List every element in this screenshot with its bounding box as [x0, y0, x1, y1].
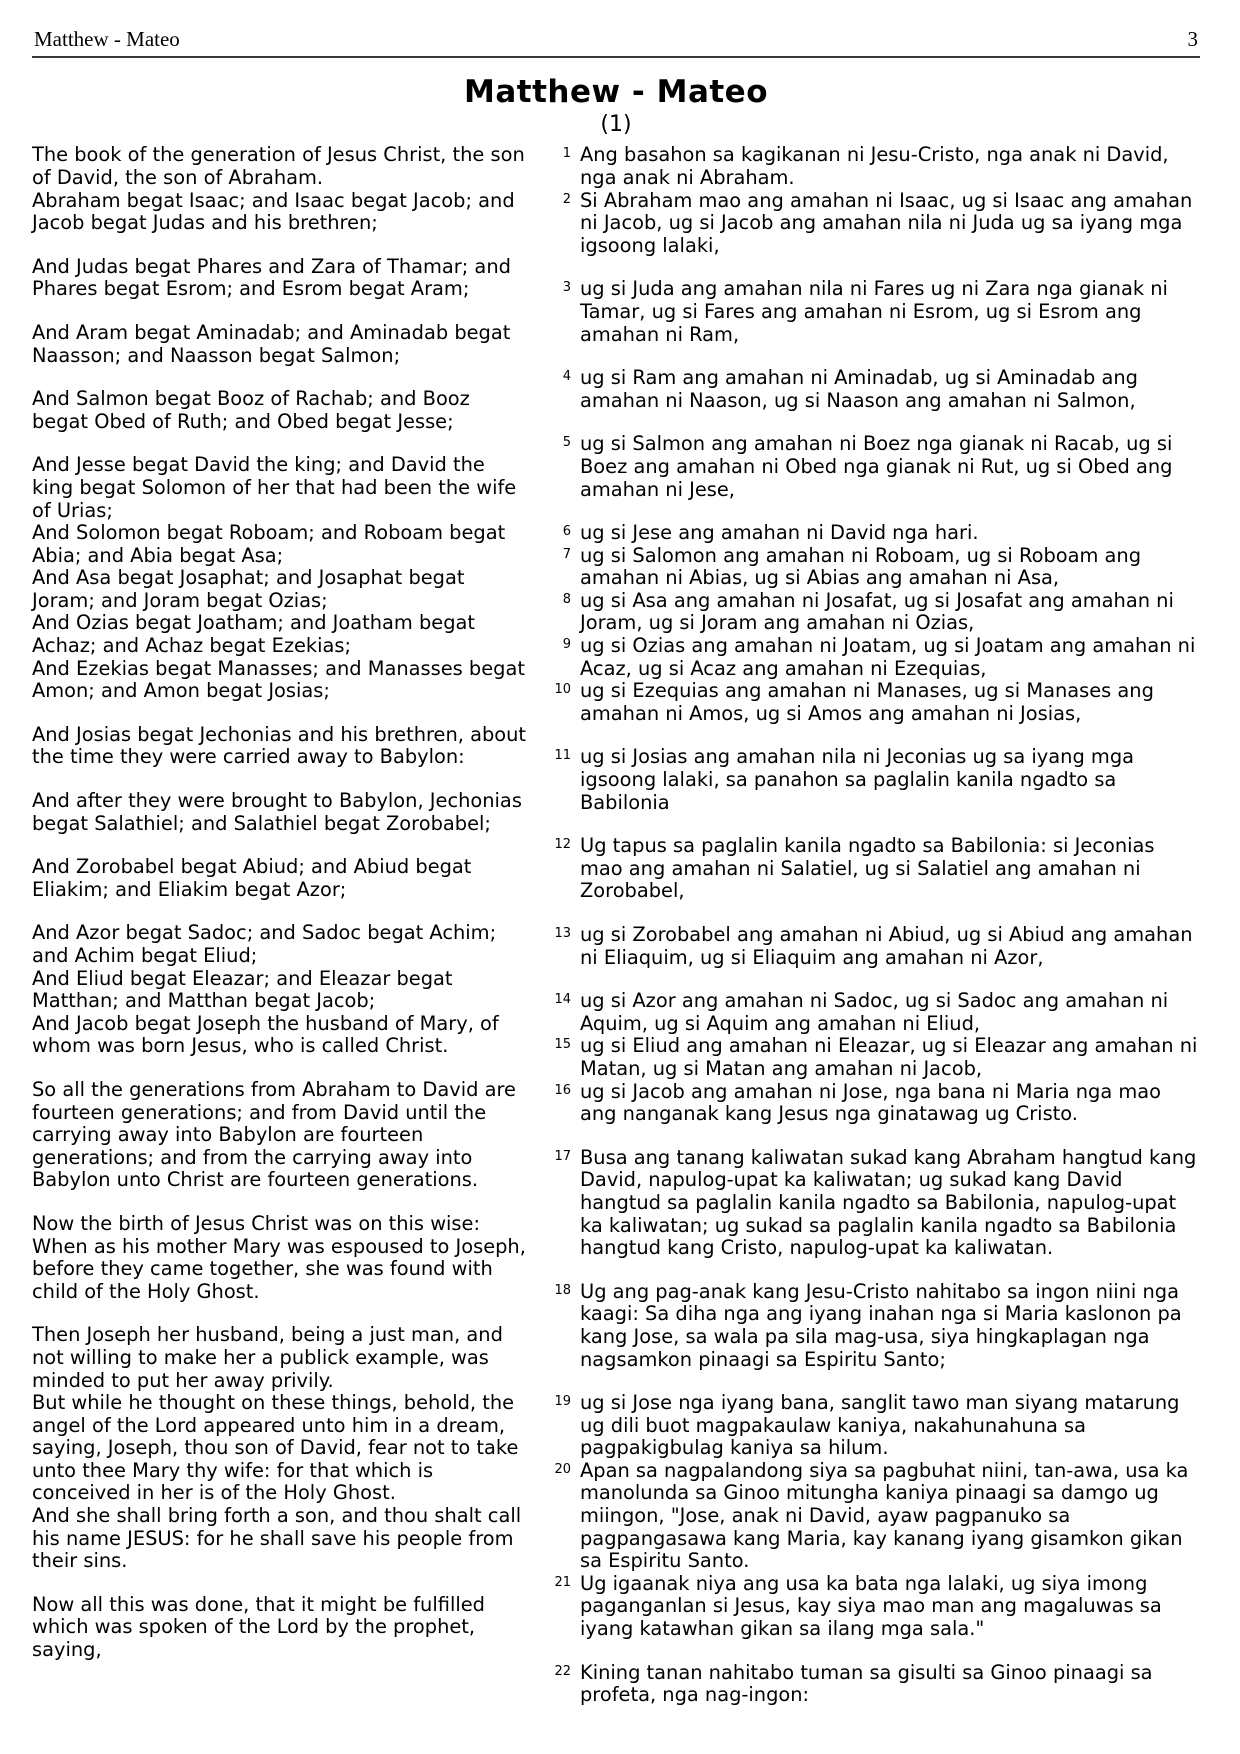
verse-row-cebuano — [542, 522, 1200, 545]
page-title: Matthew - Mateo — [464, 74, 768, 111]
verse-text-cebuano: Ug igaanak niya ang usa ka bata nga lalaki, ug siya imong paganganlan si Jesus, kay siya mao man ang magaluwas sa iyang katawhan gikan sa ilang mga sala." — [580, 1571, 1162, 1641]
verse-row-english — [32, 1213, 530, 1303]
verse-number: 12 — [554, 837, 571, 853]
verse-text-cebuano: ug si Jese ang amahan ni David nga hari. — [580, 521, 979, 545]
verse-row-cebuano — [542, 924, 1200, 969]
verse-row-cebuano — [542, 433, 1200, 501]
verse-row-cebuano — [542, 144, 1200, 189]
chapter-marker: (1) — [600, 112, 632, 138]
verse-row-english — [32, 322, 530, 367]
bilingual-body — [32, 144, 1200, 1706]
verse-row-cebuano — [542, 1035, 1200, 1080]
verse-number: 11 — [554, 748, 571, 764]
verse-text-english: Now all this was done, that it might be fulfilled which was spoken of the Lord by the prophet, saying, — [32, 1592, 485, 1662]
verse-row-english — [32, 256, 530, 301]
verse-number: 15 — [554, 1037, 571, 1053]
verse-text-cebuano: ug si Ezequias ang amahan ni Manases, ug si Manases ang amahan ni Amos, ug si Amos ang amahan ni Josias, — [580, 679, 1154, 725]
verse-number: 10 — [554, 682, 571, 698]
verse-number: 17 — [554, 1148, 571, 1164]
verse-number: 16 — [554, 1082, 571, 1098]
verse-row-english — [32, 1505, 530, 1573]
verse-number: 9 — [562, 637, 571, 653]
verse-row-cebuano — [542, 835, 1200, 903]
verse-row-cebuano — [542, 1081, 1200, 1126]
verse-text-cebuano: ug si Josias ang amahan nila ni Jeconias ug sa iyang mga igsoong lalaki, sa panahon sa paglalin kanila ngadto sa Babilonia — [580, 745, 1135, 814]
verse-text-cebuano: ug si Zorobabel ang amahan ni Abiud, ug si Abiud ang amahan ni Eliaquim, ug si Eliaquim ang amahan ni Azor, — [580, 923, 1193, 969]
running-header — [32, 28, 1200, 58]
verse-row-cebuano — [542, 545, 1200, 590]
verse-row-cebuano — [542, 680, 1200, 725]
verse-row-english — [32, 1079, 530, 1192]
verse-row-cebuano — [542, 190, 1200, 258]
verse-row-english — [32, 1392, 530, 1505]
verse-number: 6 — [562, 524, 571, 540]
verse-row-english — [32, 856, 530, 901]
verse-number: 8 — [562, 591, 571, 607]
verse-text-english: And Ezekias begat Manasses; and Manasses begat Amon; and Amon begat Josias; — [32, 656, 525, 703]
verse-row-english — [32, 724, 530, 769]
verse-text-english: But while he thought on these things, behold, the angel of the Lord appeared unto him in a dream, saying, Joseph, thou son of David, fear not to take unto thee Mary thy wife: for that which is conceived in her is of the Holy Ghost. — [32, 1391, 519, 1505]
cebuano-column — [542, 144, 1200, 1706]
verse-number: 21 — [554, 1574, 571, 1590]
verse-text-english: And Azor begat Sadoc; and Sadoc begat Achim; and Achim begat Eliud; — [32, 921, 497, 967]
verse-row-cebuano — [542, 590, 1200, 635]
verse-text-cebuano: ug si Ram ang amahan ni Aminadab, ug si Aminadab ang amahan ni Naason, ug si Naason ang amahan ni Salmon, — [580, 366, 1138, 412]
verse-number: 13 — [554, 926, 571, 941]
verse-number: 20 — [554, 1461, 571, 1477]
verse-row-cebuano — [542, 1147, 1200, 1260]
verse-number: 14 — [554, 992, 571, 1008]
verse-row-english — [32, 1324, 530, 1392]
verse-text-cebuano: Si Abraham mao ang amahan ni Isaac, ug si Isaac ang amahan ni Jacob, ug si Jacob ang amahan nila ni Juda ug sa iyang mga igsoong lalaki, — [580, 188, 1193, 257]
verse-text-cebuano: ug si Salomon ang amahan ni Roboam, ug si Roboam ang amahan ni Abias, ug si Abias ang amahan ni Asa, — [580, 543, 1142, 590]
verse-row-english — [32, 612, 530, 657]
verse-text-cebuano: ug si Eliud ang amahan ni Eleazar, ug si Eleazar ang amahan ni Matan, ug si Matan ang amahan ni Jacob, — [580, 1034, 1198, 1080]
verse-row-english — [32, 922, 530, 967]
verse-number: 18 — [554, 1282, 571, 1298]
verse-text-english: Now the birth of Jesus Christ was on this wise: When as his mother Mary was espoused to Joseph, before they came together, she was found with child of the Holy Ghost. — [32, 1211, 526, 1303]
verse-text-english: Then Joseph her husband, being a just man, and not willing to make her a publick example, was minded to put her away privily. — [32, 1323, 503, 1392]
verse-row-english — [32, 454, 530, 522]
verse-text-english: And Zorobabel begat Abiud; and Abiud begat Eliakim; and Eliakim begat Azor; — [32, 855, 472, 901]
verse-text-cebuano: ug si Juda ang amahan nila ni Fares ug ni Zara nga gianak ni Tamar, ug si Fares ang amahan ni Esrom, ug si Esrom ang amahan ni Ram, — [580, 277, 1168, 346]
verse-text-english: And Jesse begat David the king; and David the king begat Solomon of her that had been the wife of Urias; — [32, 453, 517, 522]
verse-text-english: And Salmon begat Booz of Rachab; and Booz begat Obed of Ruth; and Obed begat Jesse; — [32, 387, 470, 433]
verse-text-cebuano: Kining tanan nahitabo tuman sa gisulti sa Ginoo pinaagi sa profeta, nga nag-ingon: — [580, 1660, 1153, 1707]
verse-text-english: And Asa begat Josaphat; and Josaphat begat Joram; and Joram begat Ozias; — [32, 566, 465, 612]
verse-text-cebuano: ug si Jacob ang amahan ni Jose, nga bana ni Maria nga mao ang nanganak kang Jesus nga ginatawag ug Cristo. — [580, 1079, 1162, 1126]
english-column — [32, 144, 542, 1706]
verse-row-cebuano — [542, 1281, 1200, 1371]
verse-row-english — [32, 1013, 530, 1058]
running-header-title: Matthew - Mateo — [34, 27, 180, 51]
verse-text-cebuano: Ug ang pag-anak kang Jesu-Cristo nahitabo sa ingon niini nga kaagi: Sa diha nga ang iyang inahan nga si Maria kaslonon pa kang Jose, sa wala pa sila mag-usa, siya hingkaplagan nga nagsamkon pinaagi sa Espiritu Santo; — [580, 1279, 1182, 1371]
verse-text-english: And after they were brought to Babylon, Jechonias begat Salathiel; and Salathiel begat Zorobabel; — [32, 789, 522, 835]
verse-row-english — [32, 144, 530, 189]
verse-text-cebuano: Ang basahon sa kagikanan ni Jesu-Cristo, nga anak ni David, nga anak ni Abraham. — [580, 143, 1169, 189]
verse-number: 19 — [554, 1394, 571, 1410]
verse-text-english: And Aram begat Aminadab; and Aminadab begat Naasson; and Naasson begat Salmon; — [32, 320, 511, 367]
verse-text-cebuano: Busa ang tanang kaliwatan sukad kang Abraham hangtud kang David, napulog-upat ka kaliwatan; ug sukad kang David hangtud sa paglalin kanila ngadto sa Babilonia, napulog-upat ka kaliwatan; ug sukad sa paglalin kanila ngadto sa Babilonia hangtud kang Cristo, napulog-upat ka kaliwatan. — [580, 1145, 1197, 1260]
verse-number: 5 — [562, 435, 571, 451]
verse-text-english: And Josias begat Jechonias and his brethren, about the time they were carried away to Babylon: — [32, 722, 527, 769]
verse-text-english: And Jacob begat Joseph the husband of Mary, of whom was born Jesus, who is called Christ. — [32, 1011, 499, 1058]
verse-row-english — [32, 658, 530, 703]
verse-text-english: And Solomon begat Roboam; and Roboam begat Abia; and Abia begat Asa; — [32, 521, 506, 567]
verse-number: 2 — [562, 191, 571, 207]
verse-text-cebuano: ug si Salmon ang amahan ni Boez nga gianak ni Racab, ug si Boez ang amahan ni Obed nga gianak ni Rut, ug si Obed ang amahan ni Jese, — [580, 432, 1173, 501]
verse-text-cebuano: ug si Ozias ang amahan ni Joatam, ug si Joatam ang amahan ni Acaz, ug si Acaz ang amahan ni Ezequias, — [580, 634, 1196, 680]
verse-text-english: Abraham begat Isaac; and Isaac begat Jacob; and Jacob begat Judas and his brethren; — [32, 188, 515, 235]
verse-text-cebuano: ug si Jose nga iyang bana, sanglit tawo man siyang matarung ug dili buot magpakaulaw kaniya, nakahunahuna sa pagpakigbulag kaniya sa hilum. — [580, 1391, 1180, 1460]
verse-row-english — [32, 790, 530, 835]
verse-row-english — [32, 567, 530, 612]
verse-number: 22 — [554, 1663, 571, 1679]
verse-row-english — [32, 968, 530, 1013]
page-number: 3 — [1187, 27, 1198, 51]
verse-text-cebuano: ug si Asa ang amahan ni Josafat, ug si Josafat ang amahan ni Joram, ug si Joram ang amahan ni Ozias, — [580, 588, 1174, 635]
verse-text-english: And she shall bring forth a son, and thou shalt call his name JESUS: for he shall save his people from their sins. — [32, 1504, 522, 1573]
verse-row-english — [32, 190, 530, 235]
verse-text-cebuano: ug si Azor ang amahan ni Sadoc, ug si Sadoc ang amahan ni Aquim, ug si Aquim ang amahan ni Eliud, — [580, 989, 1169, 1035]
verse-text-english: So all the generations from Abraham to David are fourteen generations; and from David until the carrying away into Babylon are fourteen generations; and from the carrying away into Babylon unto Christ are fourteen generations. — [32, 1077, 516, 1192]
verse-number: 4 — [562, 369, 571, 385]
verse-row-cebuano — [542, 367, 1200, 412]
verse-row-cebuano — [542, 635, 1200, 680]
verse-text-english: And Eliud begat Eleazar; and Eleazar begat Matthan; and Matthan begat Jacob; — [32, 966, 453, 1013]
verse-row-cebuano — [542, 990, 1200, 1035]
verse-row-english — [32, 388, 530, 433]
verse-row-english — [32, 1594, 530, 1662]
verse-number: 3 — [562, 280, 571, 296]
verse-row-cebuano — [542, 1460, 1200, 1573]
verse-number: 1 — [562, 146, 571, 162]
verse-row-cebuano — [542, 1662, 1200, 1707]
verse-number: 7 — [562, 546, 571, 562]
verse-text-cebuano: Apan sa nagpalandong siya sa pagbuhat niini, tan-awa, usa ka manolunda sa Ginoo mitungha kaniya pinaagi sa damgo ug miingon, "Jose, anak ni David, ayaw pagpanuko sa pagpangasawa kang Maria, kay kanang iyang gisamkon gikan sa Espiritu Santo. — [580, 1458, 1189, 1573]
verse-row-cebuano — [542, 1573, 1200, 1641]
verse-row-english — [32, 522, 530, 567]
verse-row-cebuano — [542, 746, 1200, 814]
verse-text-english: The book of the generation of Jesus Christ, the son of David, the son of Abraham. — [32, 143, 525, 189]
verse-row-cebuano — [542, 278, 1200, 346]
verse-text-english: And Ozias begat Joatham; and Joatham begat Achaz; and Achaz begat Ezekias; — [32, 611, 475, 658]
verse-row-cebuano — [542, 1392, 1200, 1460]
verse-text-cebuano: Ug tapus sa paglalin kanila ngadto sa Babilonia: si Jeconias mao ang amahan ni Salatiel, ug si Salatiel ang amahan ni Zorobabel, — [580, 834, 1155, 903]
verse-text-english: And Judas begat Phares and Zara of Thamar; and Phares begat Esrom; and Esrom begat Aram; — [32, 254, 511, 301]
